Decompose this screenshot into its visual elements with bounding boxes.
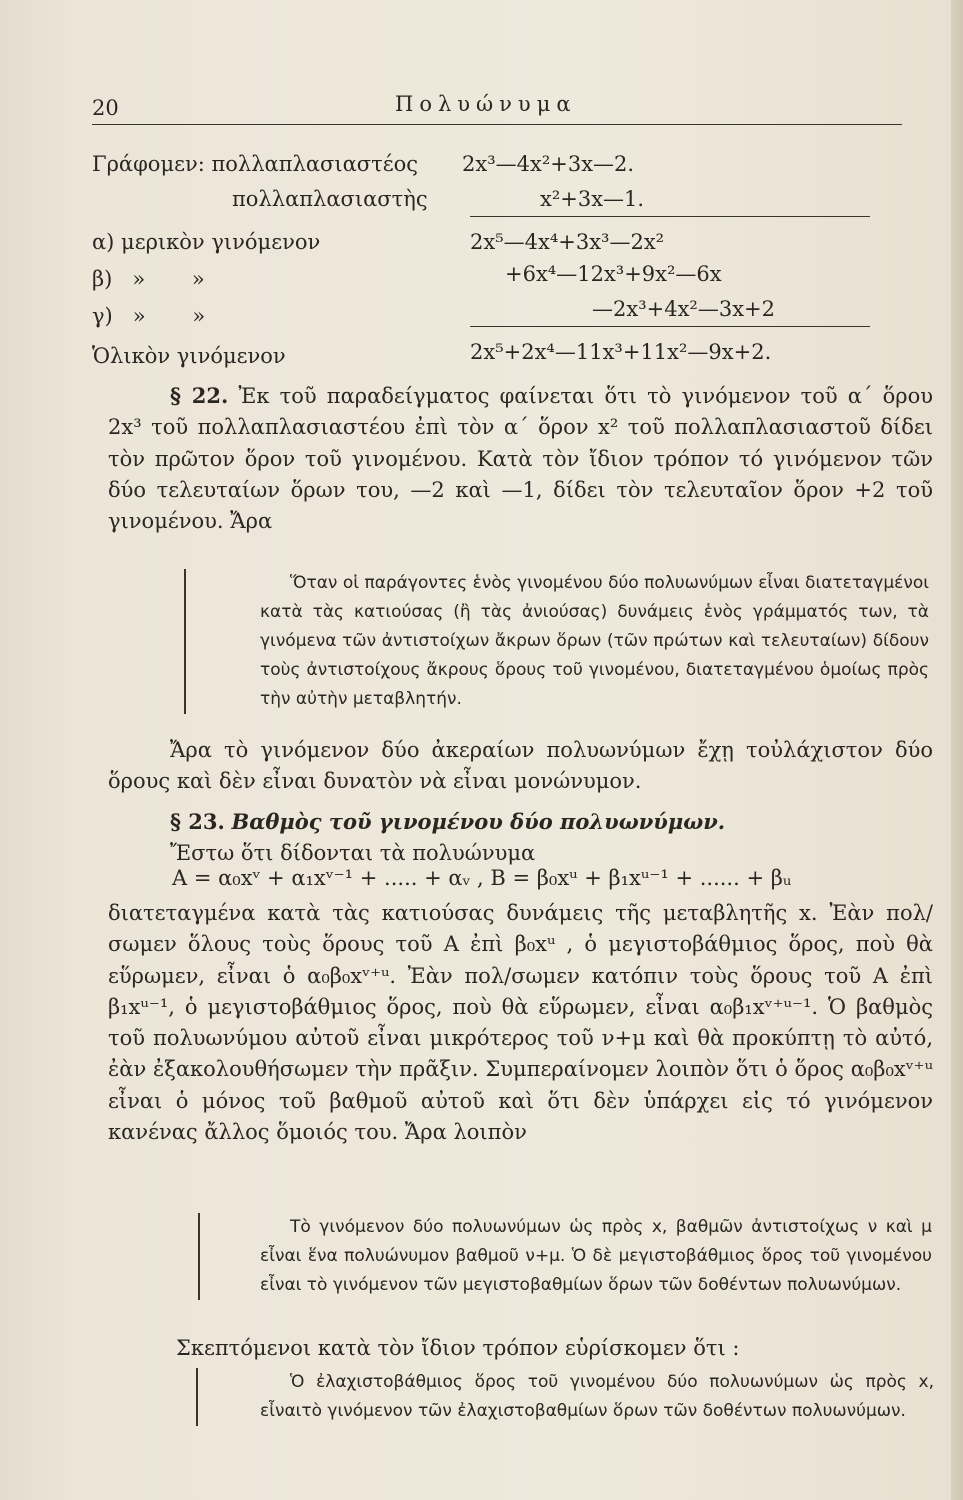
section-23-title: Βαθμὸς τοῦ γινομένου δύο πολυωνύμων. [231,809,726,834]
page-number: 20 [92,96,119,120]
section-22-number: § 22. [170,383,229,408]
section-23-paragraph: διατεταγμένα κατὰ τὰς κατιούσας δυνάμεις τῆς μεταβλητῆς x. Ἐὰν πολ/σωμεν ὅλους τοὺς ὅρους τοῦ A ἐπὶ β₀xᵘ , ὁ μεγιστοβάθμιος ὅρος, ποὺ θὰ εὕρωμεν, εἶναι ὁ α₀β₀xᵛ⁺ᵘ. Ἐὰν πολ/σωμεν κατόπιν τοὺς ὅρους τοῦ A ἐπὶ β₁xᵘ⁻¹, ὁ μεγιστοβάθμιος ὅρος, ποὺ θὰ εὕρωμεν, εἶναι α₀β₁xᵛ⁺ᵘ⁻¹. Ὁ βαθμὸς τοῦ πολυωνύμου αὐτοῦ εἶναι μικρότερος τοῦ ν+μ καὶ θὰ προκύπτῃ τὸ αὐτό, ἐὰν ἐξακολουθήσωμεν τὴν πρᾶξιν. Συμπεραίνομεν λοιπὸν ὅτι ὁ ὅρος α₀β₀xᵛ⁺ᵘ εἶναι ὁ μόνος τοῦ βαθμοῦ αὐτοῦ καὶ ὅτι δὲν ὑπάρχει εἰς τό γινόμενον κανένας ἄλλος ὅμοιός του. Ἄρα λοιπὸν [108,901,933,1145]
partial-b-label: β) » » [92,267,205,291]
partials-underline [470,326,870,327]
section-23-body [108,898,933,1148]
partial-c-expr: —2x³+4x²—3x+2 [592,297,776,321]
rule-lowest-term [196,1368,934,1426]
middle-sentence: Σκεπτόμενοι κατὰ τὸν ἴδιον τρόπον εὑρίσκομεν ὅτι : [176,1336,740,1360]
total-label: Ὁλικὸν γινόμενον [92,344,286,368]
header-rule [92,124,902,125]
section-23-middle [176,1333,936,1364]
partial-a-label: α) μερικὸν γινόμενον [92,230,321,254]
multiplier-underline [470,216,870,217]
section-22-text [108,380,933,537]
partial-c-label: γ) » » [92,304,206,328]
rule-degree-of-product [198,1213,932,1300]
rule-extreme-terms-text: Ὅταν οἱ παράγοντες ἑνὸς γινομένου δύο πολυωνύμων εἶναι διατεταγμένοι κατὰ τὰς κατιούσας (ἢ τὰς ἀνιούσας) δυνάμεις ἑνὸς γράμματός των, τὰ γινόμενα τῶν ἀντιστοίχων ἄκρων ὅρων (τῶν πρώτων καὶ τελευταίων) δίδουν τοὺς ἀντιστοίχους ἄκρους ὅρους τοῦ γινομένου, διατεταγμένου ὁμοίως πρὸς τὴν αὐτὴν μεταβλητήν. [260,573,929,709]
page-header [92,92,902,126]
page-edge [951,0,963,1500]
multiplier-expr: x²+3x—1. [540,187,645,211]
conclusion-paragraph: Ἄρα τὸ γινόμενον δύο ἀκεραίων πολυωνύμων ἔχῃ τοὐλάχιστον δύο ὅρους καὶ δὲν εἶναι δυνατὸν νὰ εἶναι μονώνυμον. [108,738,933,794]
section-22-conclusion [108,735,933,798]
rule-extreme-terms [184,569,929,714]
rule-lowest-text: Ὁ ἐλαχιστοβάθμιος ὅρος τοῦ γινομένου δύο πολυωνύμων ὡς πρὸς x, εἶναιτὸ γινόμενον τῶν ἐλαχιστοβαθμίων ὅρων τῶν δοθέντων πολυωνύμων. [260,1372,934,1421]
rule-degree-text: Τὸ γινόμενον δύο πολυωνύμων ὡς πρὸς x, βαθμῶν ἀντιστοίχως ν καὶ μ εἶναι ἕνα πολυώνυμον βαθμοῦ ν+μ. Ὁ δὲ μεγιστοβάθμιος ὅρος τοῦ γινομένου εἶναι τὸ γινόμενον τῶν μεγιστοβαθμίων ὅρων τῶν δοθέντων πολυωνύμων. [260,1217,932,1295]
multiplication-example [92,152,892,374]
section-23-heading [108,806,933,870]
section-22-paragraph: Ἐκ τοῦ παραδείγματος φαίνεται ὅτι τὸ γινόμενον τοῦ α΄ ὅρου 2x³ τοῦ πολλαπλασιαστέου ἐπὶ τὸν α΄ ὅρον x² τοῦ πολλαπλασιαστοῦ δίδει τὸν πρῶτον ὅρον τοῦ γινομένου. Κατὰ τὸν ἴδιον τρόπον τό γινόμενον τῶν δύο τελευταίων ὅρων του, —2 καὶ —1, δίδει τὸν τελευταῖον ὅρον +2 τοῦ γινομένου. Ἄρα [108,384,933,534]
partial-b-expr: +6x⁴—12x³+9x²—6x [505,262,722,286]
section-23-intro: Ἔστω ὅτι δίδονται τὰ πολυώνυμα [170,841,536,866]
multiplicand-expr: 2x³—4x²+3x—2. [462,152,635,176]
multiplier-label: πολλαπλασιαστὴς [232,187,428,211]
partial-a-expr: 2x⁵—4x⁴+3x³—2x² [470,230,665,254]
polynomials-formula: A = α₀xᵛ + α₁xᵛ⁻¹ + ..... + αᵥ , B = β₀xᵘ + β₁xᵘ⁻¹ + ...... + βᵤ [172,866,792,890]
total-expr: 2x⁵+2x⁴—11x³+11x²—9x+2. [470,340,772,364]
multiplicand-label: Γράφομεν: πολλαπλασιαστέος [92,152,419,176]
running-title: Πολυώνυμα [395,92,577,116]
section-23-number: § 23. [170,809,225,834]
